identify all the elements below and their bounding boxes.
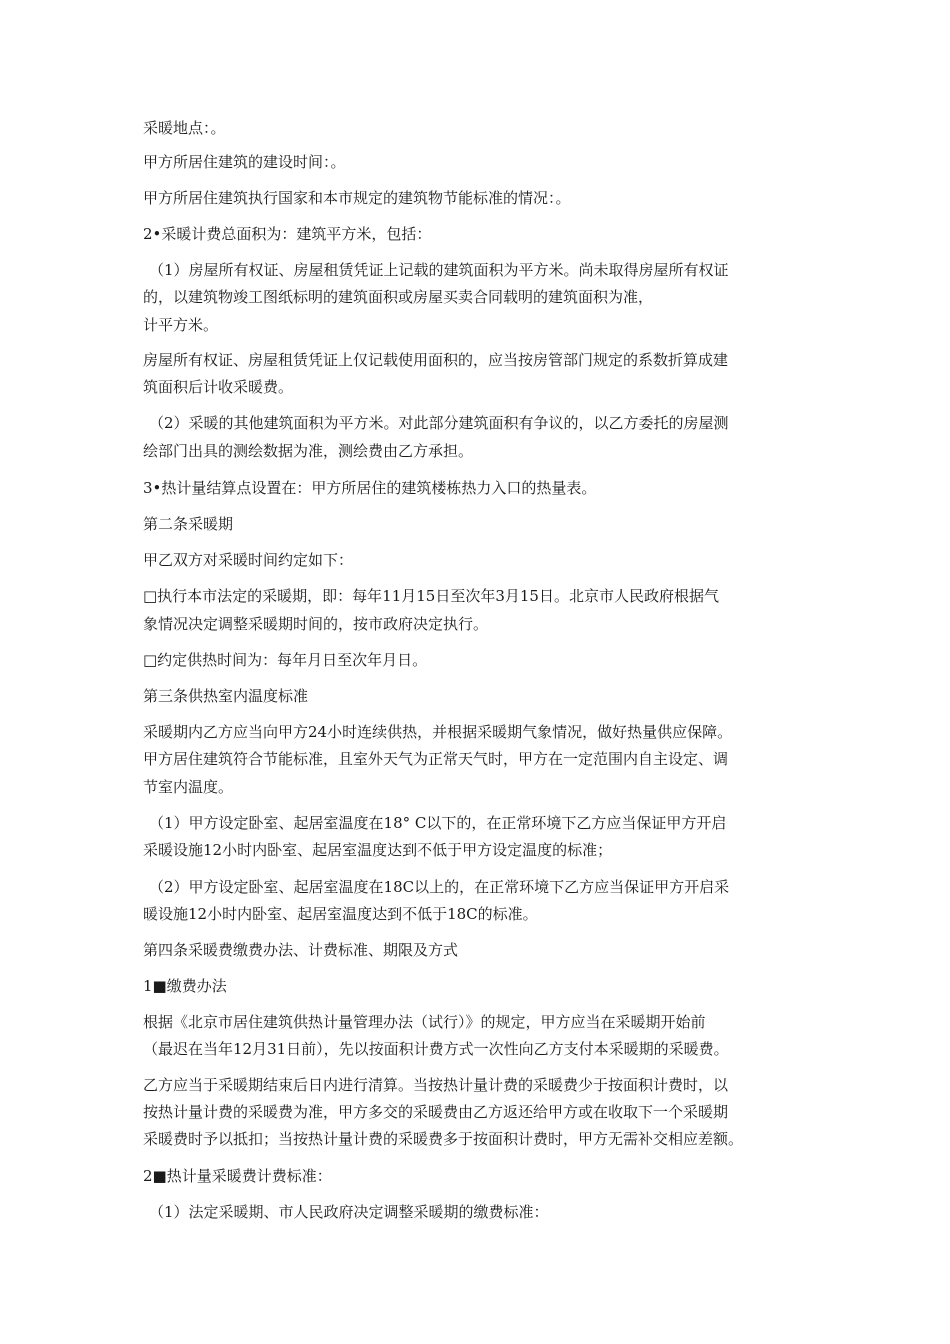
text-line: 2•采暖计费总面积为：建筑平方米，包括：: [143, 225, 432, 243]
checkbox-option-text: □约定供热时间为：每年月日至次年月日。: [143, 651, 428, 669]
text-line: 根据《北京市居住建筑供热计量管理办法（试行）》的规定，甲方应当在采暖期开始前: [143, 1013, 706, 1031]
section-heading: 第四条采暖费缴费办法、计费标准、期限及方式: [143, 941, 459, 959]
text-line: 象情况决定调整采暖期时间的，按市政府决定执行。: [143, 615, 489, 633]
checkbox-option-text: □执行本市法定的采暖期，即：每年11月15日至次年3月15日。北京市人民政府根据气: [143, 587, 719, 605]
text-line: （最迟在当年12月31日前），先以按面积计费方式一次性向乙方支付本采暖期的采暖费。: [143, 1040, 729, 1058]
text-line: 采暖费时予以抵扣；当按热计量计费的采暖费多于按面积计费时，甲方无需补交相应差额。: [143, 1130, 744, 1148]
text-line: 采暖设施12小时内卧室、起居室温度达到不低于甲方设定温度的标准；: [143, 841, 613, 859]
text-line: 乙方应当于采暖期结束后日内进行清算。当按热计量计费的采暖费少于按面积计费时，以: [143, 1076, 729, 1094]
text-line: 甲方居住建筑符合节能标准，且室外天气为正常天气时，甲方在一定范围内自主设定、调: [143, 750, 729, 768]
section-heading: 第三条供热室内温度标准: [143, 687, 309, 705]
text-line: 节室内温度。: [143, 778, 234, 796]
subsection-heading: 2■热计量采暖费计费标准：: [143, 1167, 332, 1185]
text-line: 的，以建筑物竣工图纸标明的建筑面积或房屋买卖合同载明的建筑面积为准，: [143, 288, 654, 306]
text-line: （2）甲方设定卧室、起居室温度在18C以上的，在正常环境下乙方应当保证甲方开启采: [149, 878, 730, 896]
text-line: （1）甲方设定卧室、起居室温度在18° C以下的，在正常环境下乙方应当保证甲方开启: [149, 814, 727, 832]
text-line: （1）房屋所有权证、房屋租赁凭证上记载的建筑面积为平方米。尚未取得房屋所有权证: [149, 261, 729, 279]
text-line: 绘部门出具的测绘数据为准，测绘费由乙方承担。: [143, 442, 474, 460]
text-line: 采暖期内乙方应当向甲方24小时连续供热，并根据采暖期气象情况，做好热量供应保障。: [143, 723, 733, 741]
text-line: 3•热计量结算点设置在：甲方所居住的建筑楼栋热力入口的热量表。: [143, 479, 597, 497]
text-line: 甲方所居住建筑执行国家和本市规定的建筑物节能标准的情况：。: [143, 189, 571, 207]
text-line: 采暖地点：。: [143, 119, 226, 137]
text-line: 甲方所居住建筑的建设时间：。: [143, 153, 346, 171]
text-line: 计平方米。: [143, 316, 219, 334]
text-line: 筑面积后计收采暖费。: [143, 378, 294, 396]
text-line: 暖设施12小时内卧室、起居室温度达到不低于18C的标准。: [143, 905, 538, 923]
subsection-heading: 1■缴费办法: [143, 977, 227, 995]
text-line: 房屋所有权证、房屋租赁凭证上仅记载使用面积的，应当按房管部门规定的系数折算成建: [143, 351, 729, 369]
text-line: 按热计量计费的采暖费为准，甲方多交的采暖费由乙方返还给甲方或在收取下一个采暖期: [143, 1103, 729, 1121]
text-line: （1）法定采暖期、市人民政府决定调整采暖期的缴费标准：: [149, 1203, 549, 1221]
section-heading: 第二条采暖期: [143, 515, 234, 533]
text-line: 甲乙双方对采暖时间约定如下：: [143, 551, 354, 569]
text-line: （2）采暖的其他建筑面积为平方米。对此部分建筑面积有争议的，以乙方委托的房屋测: [149, 414, 729, 432]
